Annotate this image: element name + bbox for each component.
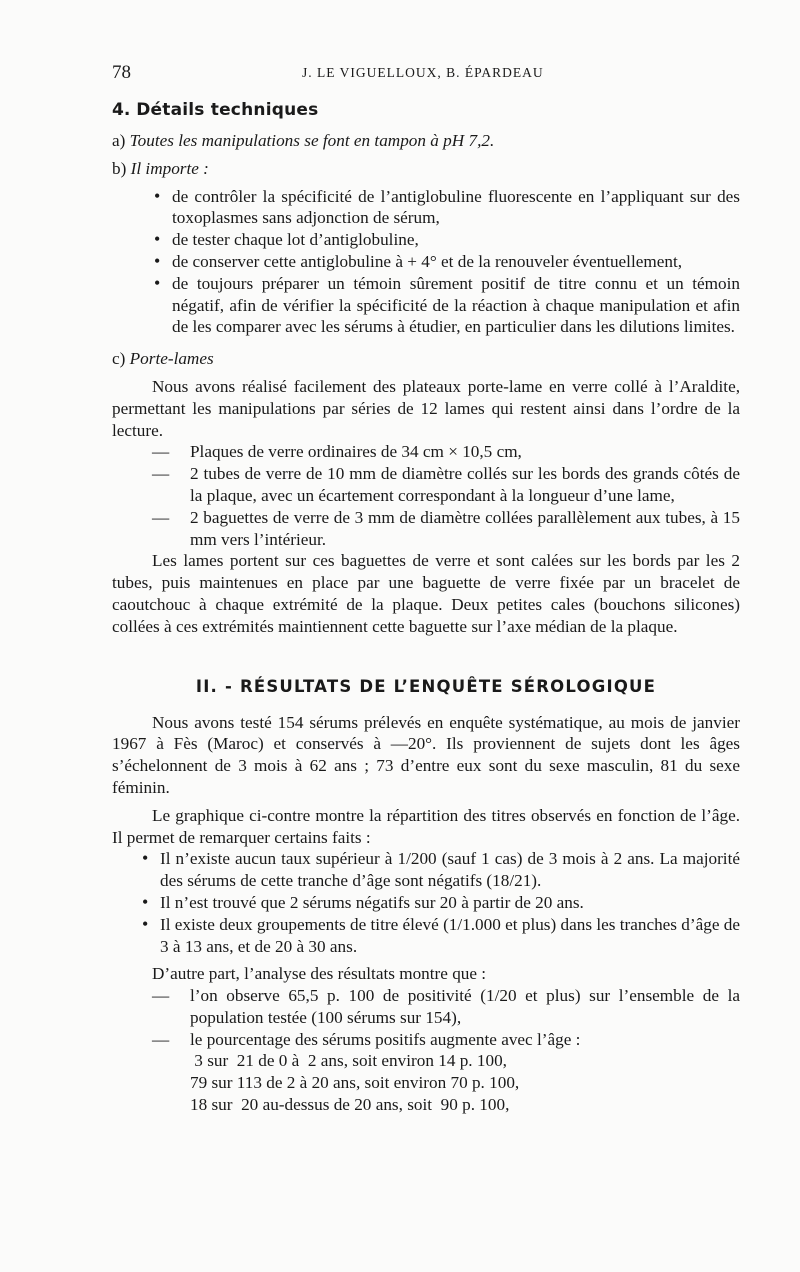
list-item: — 2 baguettes de verre de 3 mm de diamètre collées parallèlement aux tubes, à 15 mm vers l’intérieur.	[152, 507, 740, 551]
item-a	[112, 130, 740, 152]
checklist-bullets	[152, 186, 740, 339]
list-item: • de tester chaque lot d’antiglobuline,	[152, 229, 740, 251]
stat-row: 3 sur 21 de 0 à 2 ans, soit environ 14 p. 100,	[190, 1051, 507, 1071]
list-item: — 2 tubes de verre de 10 mm de diamètre collés sur les bords des grands côtés de la plaque, avec un écartement correspondant à la longueur d’une lame,	[152, 463, 740, 507]
section-heading-details	[112, 96, 740, 124]
item-c-text: Porte-lames	[129, 349, 214, 369]
item-b	[112, 158, 740, 180]
results-para-3: D’autre part, l’analyse des résultats montre que :	[152, 964, 487, 984]
item-c	[112, 348, 740, 370]
chapter-number: II. -	[195, 676, 234, 696]
item-a-label: a)	[112, 131, 126, 150]
item-a-text: Toutes les manipulations se font en tampon à pH 7,2.	[129, 131, 495, 150]
list-item: — le pourcentage des sérums positifs augmente avec l’âge :	[152, 1029, 740, 1051]
list-item: • Il n’est trouvé que 2 sérums négatifs sur 20 à partir de 20 ans.	[140, 892, 740, 914]
section-title: Détails techniques	[136, 100, 319, 120]
list-item: • Il n’existe aucun taux supérieur à 1/200 (sauf 1 cas) de 3 mois à 2 ans. La majorité des sérums de cette tranche d’âge sont négatifs (18/21).	[140, 848, 740, 892]
list-item: • de conserver cette antiglobuline à + 4° et de la renouveler éventuellement,	[152, 251, 740, 273]
results-bullets	[140, 848, 740, 957]
item-b-text: Il importe :	[130, 158, 209, 178]
age-stats	[190, 1050, 740, 1115]
results-para-2: Le graphique ci-contre montre la répartition des titres observés en fonction de l’âge. Il permet de remarquer certains faits :	[112, 805, 740, 847]
item-b-label: b)	[112, 158, 127, 178]
page-body	[112, 96, 740, 1116]
stat-row: 18 sur 20 au-dessus de 20 ans, soit 90 p. 100,	[190, 1095, 510, 1115]
results-para-1: Nous avons testé 154 sérums prélevés en enquête systématique, au mois de janvier 1967 à Fès (Maroc) et conservés à —20°. Ils proviennent de sujets dont les âges s’échelonnent de 3 mois à 62 ans ; 73 d’entre eux sont du sexe masculin, 81 du sexe féminin.	[112, 712, 740, 797]
list-item: • Il existe deux groupements de titre élevé (1/1.000 et plus) dans les tranches d’âge de 3 à 13 ans, et de 20 à 30 ans.	[140, 914, 740, 958]
list-item: • de toujours préparer un témoin sûrement positif de titre connu et un témoin négatif, afin de vérifier la spécificité de la réaction à chaque manipulation et afin de les comparer avec les sérums à étudier, en particulier dans les dilutions limites.	[152, 273, 740, 338]
list-item: • de contrôler la spécificité de l’antiglobuline fluorescente en l’appliquant sur des toxoplasmes sans adjonction de sérum,	[152, 186, 740, 230]
item-c-label: c)	[112, 349, 126, 369]
list-item: — Plaques de verre ordinaires de 34 cm × 10,5 cm,	[152, 441, 740, 463]
chapter-title: RÉSULTATS DE L’ENQUÊTE SÉROLOGIQUE	[239, 676, 657, 696]
chapter-heading-results	[112, 672, 740, 702]
page-header	[112, 62, 740, 86]
porte-lames-outro: Les lames portent sur ces baguettes de verre et sont calées sur les bords par les 2 tubes, puis maintenues en place par une baguette de verre fixée par un bracelet de caoutchouc à chaque extrémité de la plaque. Deux petites cales (bouchons silicones) collées à ces extrémités maintiennent cette baguette sur l’axe médian de la plaque.	[112, 551, 740, 636]
stat-row: 79 sur 113 de 2 à 20 ans, soit environ 70 p. 100,	[190, 1073, 520, 1093]
porte-lames-dashes	[152, 441, 740, 550]
section-number: 4.	[112, 100, 131, 120]
page-number: 78	[112, 62, 131, 83]
results-dashes	[152, 985, 740, 1050]
list-item: — l’on observe 65,5 p. 100 de positivité (1/20 et plus) sur l’ensemble de la population testée (100 sérums sur 154),	[152, 985, 740, 1029]
running-head: J. LE VIGUELLOUX, B. ÉPARDEAU	[302, 65, 544, 80]
porte-lames-intro: Nous avons réalisé facilement des plateaux porte-lame en verre collé à l’Araldite, permettant les manipulations par séries de 12 lames qui restent ainsi dans l’ordre de la lecture.	[112, 376, 740, 440]
